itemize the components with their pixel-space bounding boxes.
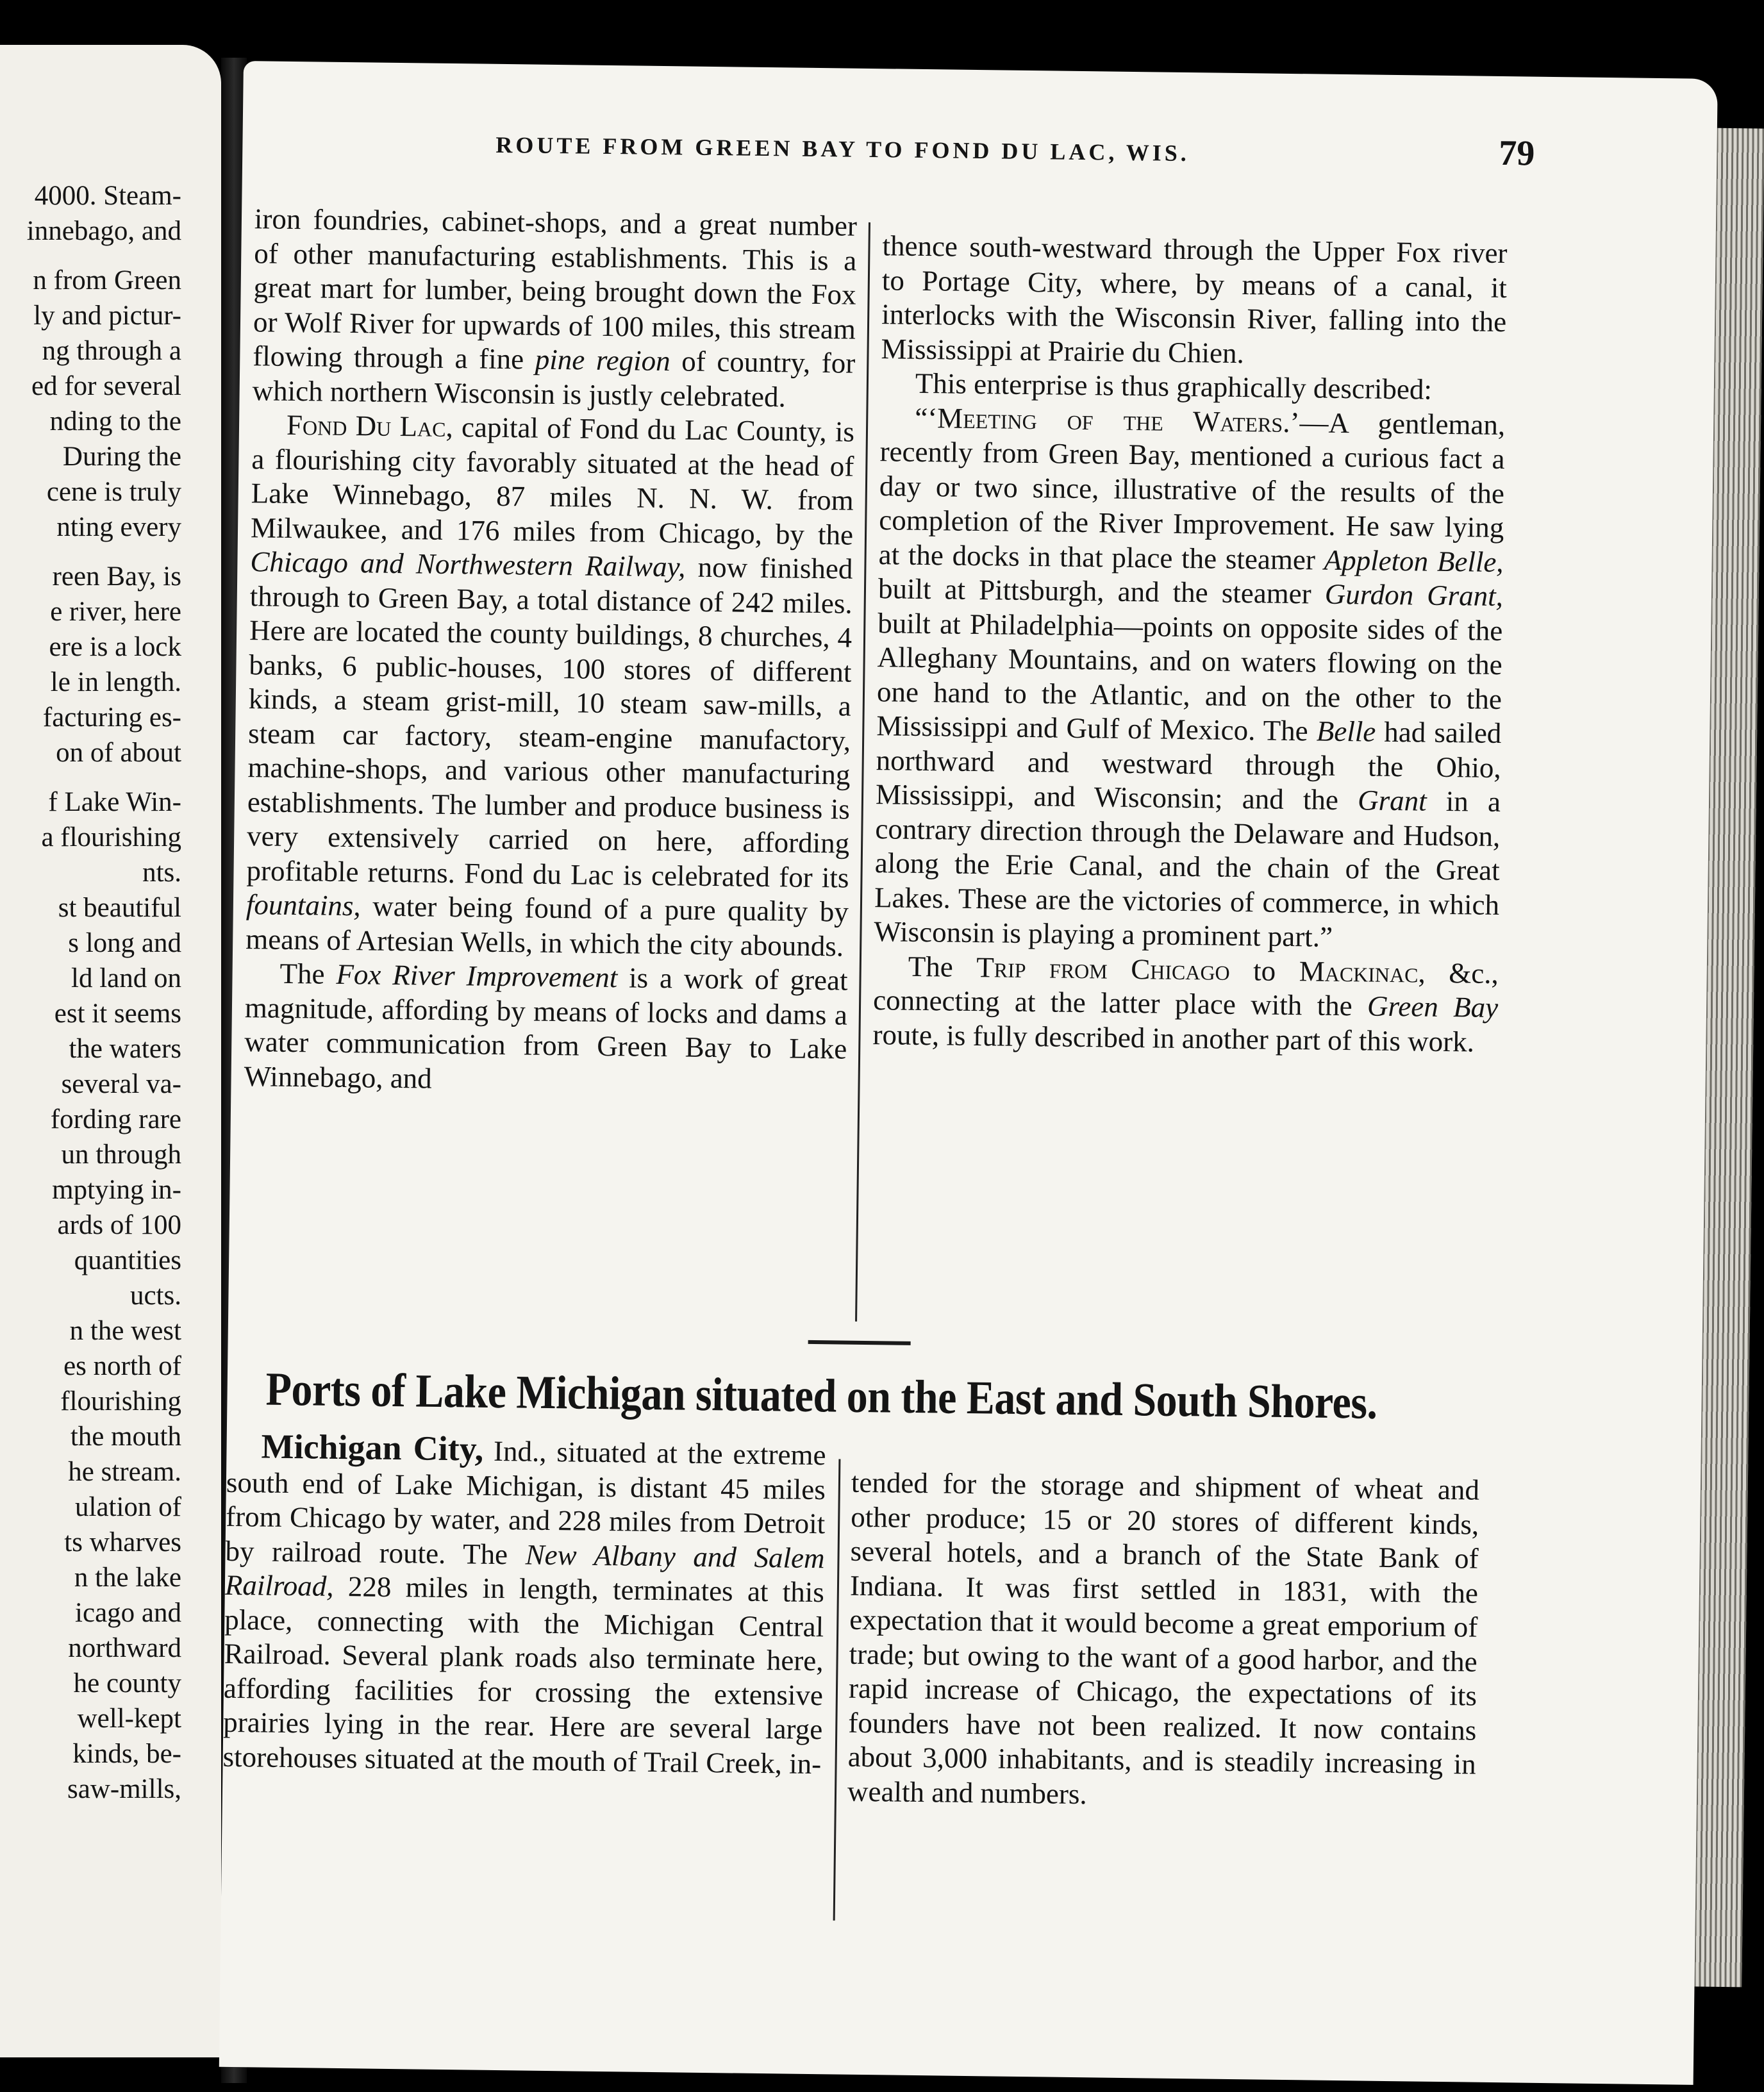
left-page-line: ld land on xyxy=(71,963,181,993)
left-page-line: several va- xyxy=(61,1069,181,1099)
left-page-line: s long and xyxy=(68,928,181,958)
text-run: Ind., situated at the extreme south end of Lake Michigan, is distant 45 miles from Chicago by water, and 228 miles from Detroit by railroad route. The xyxy=(225,1434,826,1570)
book-page xyxy=(219,61,1718,2085)
left-page-line: mptying in- xyxy=(52,1175,181,1205)
column-lower-right xyxy=(847,1466,1479,1816)
left-page-line: ucts. xyxy=(129,1281,181,1311)
italic-run: Appleton Belle, xyxy=(1324,544,1504,578)
left-page-line: ulation of xyxy=(75,1492,181,1522)
paragraph-fox-river xyxy=(244,956,848,1100)
paragraph-trip xyxy=(872,949,1499,1059)
text-run: &c., connecting at the latter place with the xyxy=(872,956,1499,1022)
left-page-line: he stream. xyxy=(68,1457,181,1487)
left-page-line: flourishing xyxy=(60,1386,181,1416)
italic-run: Belle xyxy=(1316,715,1376,748)
left-page-line: on of about xyxy=(56,738,181,768)
italic-run: New Albany and Salem Railroad, xyxy=(224,1538,825,1602)
text-run: The xyxy=(279,957,325,990)
text-run: iron foundries, cabinet-shops, and a great number of other manufacturing establishments. This is a great mart for lumber, being brought down the Fox or Wolf River for upwards of 100 miles, this stream flowing through a fine xyxy=(253,203,858,376)
column-rule xyxy=(855,222,870,1322)
left-page-line: ng through a xyxy=(42,336,181,366)
left-page-line: es north of xyxy=(63,1351,181,1381)
italic-run: fountains, xyxy=(245,888,361,922)
left-page-line: saw-mills, xyxy=(67,1774,181,1804)
page-number: 79 xyxy=(1499,133,1535,174)
column-lower-left xyxy=(222,1429,826,1781)
text-run: built at Pittsburgh, and the steamer xyxy=(878,572,1312,610)
paragraph-quote xyxy=(874,401,1505,957)
left-page-line: ere is a lock xyxy=(49,632,181,662)
small-caps-run: Fond Du Lac, xyxy=(286,408,454,444)
left-page-line: f Lake Win- xyxy=(48,787,181,817)
column-rule xyxy=(833,1459,841,1921)
left-page-line: the waters xyxy=(69,1034,181,1064)
left-page-line: le in length. xyxy=(50,667,181,697)
left-page-line: well-kept xyxy=(77,1704,181,1734)
italic-run: Green Bay xyxy=(1367,990,1499,1024)
left-page-line: un through xyxy=(61,1140,181,1170)
left-page-line: During the xyxy=(62,442,181,472)
italic-run: Grant xyxy=(1357,784,1427,817)
text-run: 228 miles in length, terminates at this place, connecting with the Michigan Central Railroad. Several plank roads also terminate here, affording facilities for crossing the extensive prairies lying in the rear. Here are several large storehouses situated at the mouth of Trail Creek, in- xyxy=(222,1570,825,1780)
text-run: is a work of great magnitude, affording by means of locks and dams a water communication from Green Bay to Lake Winnebago, and xyxy=(244,961,848,1095)
left-page-line: cene is truly xyxy=(46,477,181,507)
italic-run: Gurdon Grant, xyxy=(1324,577,1504,613)
left-page-line: fording rare xyxy=(50,1104,181,1134)
left-page-line: reen Bay, is xyxy=(52,561,181,592)
column-upper-left xyxy=(244,202,857,1100)
left-page-line: est it seems xyxy=(54,999,181,1029)
italic-run: Fox River Improvement xyxy=(336,958,618,994)
quote-mark: “‘ xyxy=(914,401,938,434)
left-page-line: a flourishing xyxy=(41,822,181,852)
left-page-line: he county xyxy=(73,1668,181,1698)
italic-run: Chicago and Northwestern Railway, xyxy=(250,545,686,583)
text-run: ’—A gentleman, recently from Green Bay, mentioned a curious fact a day or two since, illustrative of the results of the completion of the River Improvement. He saw lying at the docks in that place the steamer xyxy=(878,406,1506,576)
text-run: now finished through to Green Bay, a total distance of 242 miles. Here are located the county buildings, 8 churches, 4 banks, 6 public-houses, 100 stores of different kinds, a steam grist-mill, 10 steam saw-mills, a steam car factory, steam-engine manufactory, machine-shops, and various other manufacturing establishments. The lumber and produce business is very extensively carried on here, affording profitable returns. Fond du Lac is celebrated for its xyxy=(246,551,853,894)
section-heading: Ports of Lake Michigan situated on the East and South Shores. xyxy=(265,1363,1378,1429)
left-page-line: ards of 100 xyxy=(57,1210,181,1240)
left-page-line: the mouth xyxy=(70,1422,181,1452)
left-page-line: 4000. Steam- xyxy=(34,181,181,211)
running-head: ROUTE FROM GREEN BAY TO FOND DU LAC, WIS. xyxy=(495,131,1190,167)
paragraph xyxy=(252,202,857,415)
left-page-line: ly and pictur- xyxy=(33,301,181,331)
text-run: The xyxy=(908,950,954,983)
left-page-line: innebago, and xyxy=(26,216,181,246)
text-run: route, is fully described in another part of this work. xyxy=(872,1018,1475,1058)
text-run: tended for the storage and shipment of wheat and other produce; 15 or 20 stores of different kinds, several hotels, and a branch of the State Bank of Indiana. It was first settled in 1831, with the expectation that it would become a great emporium of trade; but owing to the want of a good harbor, and the rapid increase of Chicago, the expectations of its founders have not been realized. It now contains about 3,000 inhabitants, and is steadily increasing in wealth and numbers. xyxy=(847,1466,1480,1810)
left-page-line: e river, here xyxy=(50,597,181,627)
text-run: had sailed northward and westward through the Ohio, Mississippi, and Wisconsin; and the xyxy=(875,715,1502,816)
left-page-line: n the lake xyxy=(74,1563,181,1593)
section-divider xyxy=(808,1340,911,1345)
left-page-line: nts. xyxy=(142,858,181,888)
left-page-line: n the west xyxy=(69,1316,181,1346)
left-page-fragment xyxy=(0,45,221,2057)
left-page-line: icago and xyxy=(75,1598,181,1628)
place-name: Michigan City, xyxy=(261,1427,484,1468)
text-run: capital of Fond du Lac County, is a flourishing city favorably situated at the head of Lake Winnebago, 87 miles N. N. W. from Milwaukee, and 176 miles from Chicago, by the xyxy=(250,411,855,551)
text-run: in a contrary direction through the Delaware and Hudson, along the Erie Canal, and the chain of the Great Lakes. These are the victories of commerce, in which Wisconsin is playing a prominent part.” xyxy=(874,785,1501,953)
text-run: This enterprise is thus graphically described: xyxy=(915,367,1433,406)
left-page-line: northward xyxy=(68,1633,181,1663)
left-page-line: nting every xyxy=(56,512,181,542)
text-run: built at Philadelphia—points on opposite sides of the Alleghany Mountains, and on waters flowing on the one hand to the Atlantic, and on the other to the Mississippi and Gulf of Mexico. The xyxy=(876,606,1503,747)
small-caps-run: Trip from Chicago xyxy=(976,951,1231,986)
left-page-line: facturing es- xyxy=(42,702,181,733)
paragraph xyxy=(881,229,1508,374)
small-caps-run: Mackinac, xyxy=(1299,954,1426,989)
text-run: to xyxy=(1252,954,1276,987)
left-page-line: ed for several xyxy=(31,371,181,401)
text-run: thence south-westward through the Upper Fox river to Portage City, where, by means of a canal, it interlocks with the Wisconsin River, falling into the Mississippi at Prairie du Chien. xyxy=(881,229,1508,369)
left-page-line: ts wharves xyxy=(64,1527,181,1557)
small-caps-run: Meeting of the Waters. xyxy=(936,401,1290,438)
text-run: of country, for which northern Wisconsin is justly celebrated. xyxy=(252,345,856,413)
text-run: water being found of a pure quality by means of Artesian Wells, in which the city abounds. xyxy=(245,890,849,963)
left-page-line: nding to the xyxy=(49,406,181,436)
left-page-line: quantities xyxy=(74,1245,181,1275)
paragraph-michigan-city xyxy=(222,1429,826,1781)
column-upper-right xyxy=(872,229,1508,1059)
left-page-line: n from Green xyxy=(33,265,181,295)
paragraph xyxy=(847,1466,1479,1816)
paragraph-fond-du-lac xyxy=(245,408,854,963)
left-page-line: st beautiful xyxy=(58,893,181,923)
left-page-line: kinds, be- xyxy=(72,1739,181,1769)
italic-run: pine region xyxy=(535,343,671,378)
